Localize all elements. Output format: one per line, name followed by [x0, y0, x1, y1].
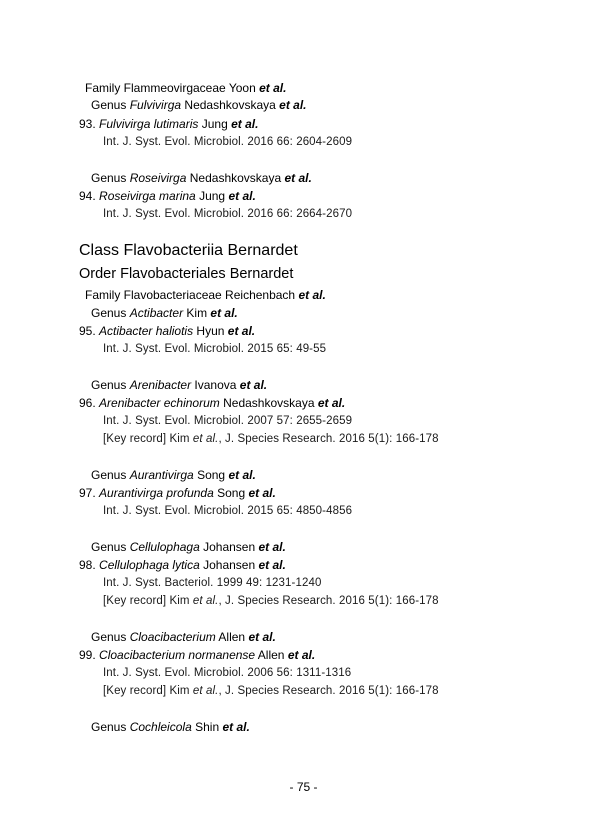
species-entry — [79, 190, 256, 202]
species-et-al: et al. — [231, 117, 259, 131]
genus-author: Shin — [195, 720, 220, 734]
species-name: Arenibacter echinorum — [99, 396, 220, 410]
species-entry — [79, 559, 286, 571]
species-name: Roseivirga marina — [99, 189, 196, 203]
reference: Int. J. Syst. Evol. Microbiol. 2015 65: 49-55 — [103, 343, 327, 355]
genus-prefix: Genus — [91, 306, 127, 320]
genus-name: Cloacibacterium — [129, 630, 216, 644]
family-name: Family Flammeovirgaceae Yoon — [85, 81, 256, 95]
species-author: Song — [217, 486, 246, 500]
family-et-al: et al. — [259, 81, 287, 95]
species-author: Nedashkovskaya — [223, 396, 315, 410]
genus-heading — [91, 721, 250, 733]
species-name: Cloacibacterium normanense — [99, 648, 256, 662]
key-record-reference — [103, 686, 439, 698]
genus-heading — [91, 307, 238, 319]
key-record-et-al: et al. — [192, 595, 219, 607]
key-record-source: , J. Species Research. 2016 5(1): 166-178 — [218, 433, 439, 445]
key-record-reference — [103, 596, 439, 608]
species-number: 94. — [79, 189, 96, 203]
key-record-prefix: [Key record] Kim — [103, 595, 193, 607]
family-heading — [85, 289, 326, 301]
genus-name: Cellulophaga — [129, 540, 200, 554]
genus-heading — [91, 379, 267, 391]
genus-heading — [91, 469, 256, 481]
key-record-source: , J. Species Research. 2016 5(1): 166-178 — [218, 685, 439, 697]
genus-name: Arenibacter — [129, 378, 192, 392]
species-et-al: et al. — [287, 648, 316, 662]
key-record-et-al: et al. — [192, 685, 219, 697]
species-et-al: et al. — [317, 396, 346, 410]
genus-et-al: et al. — [279, 98, 307, 112]
reference: Int. J. Syst. Evol. Microbiol. 2006 56: 1311-1316 — [103, 667, 352, 679]
species-et-al: et al. — [228, 189, 256, 203]
genus-name: Cochleicola — [129, 720, 192, 734]
genus-prefix: Genus — [91, 468, 127, 482]
page-number: - 75 - — [289, 780, 318, 794]
species-name: Aurantivirga profunda — [99, 486, 214, 500]
key-record-source: , J. Species Research. 2016 5(1): 166-178 — [218, 595, 439, 607]
species-entry — [79, 325, 255, 337]
species-entry — [79, 487, 276, 499]
species-entry — [79, 397, 345, 409]
genus-et-al: et al. — [210, 306, 238, 320]
genus-author: Johansen — [203, 540, 256, 554]
family-et-al: et al. — [298, 288, 326, 302]
genus-heading — [91, 541, 286, 553]
reference: Int. J. Syst. Evol. Microbiol. 2007 57: 2655-2659 — [103, 415, 353, 427]
species-number: 97. — [79, 486, 96, 500]
genus-author: Kim — [186, 306, 208, 320]
species-entry — [79, 649, 315, 661]
species-entry — [79, 118, 258, 130]
species-name: Fulvivirga lutimaris — [99, 117, 199, 131]
species-name: Cellulophaga lytica — [99, 558, 200, 572]
reference: Int. J. Syst. Evol. Microbiol. 2015 65: 4850-4856 — [103, 505, 353, 517]
reference: Int. J. Syst. Evol. Microbiol. 2016 66: 2664-2670 — [103, 208, 353, 220]
genus-prefix: Genus — [91, 540, 127, 554]
species-number: 99. — [79, 648, 96, 662]
genus-et-al: et al. — [258, 540, 286, 554]
genus-prefix: Genus — [91, 630, 127, 644]
family-name: Family Flavobacteriaceae Reichenbach — [85, 288, 296, 302]
genus-heading — [91, 99, 307, 111]
key-record-et-al: et al. — [192, 433, 219, 445]
genus-prefix: Genus — [91, 720, 127, 734]
reference: Int. J. Syst. Bacteriol. 1999 49: 1231-1240 — [103, 577, 322, 589]
key-record-prefix: [Key record] Kim — [103, 685, 193, 697]
genus-name: Aurantivirga — [129, 468, 194, 482]
genus-prefix: Genus — [91, 98, 127, 112]
genus-heading — [91, 631, 276, 643]
genus-et-al: et al. — [228, 468, 256, 482]
key-record-prefix: [Key record] Kim — [103, 433, 193, 445]
species-number: 95. — [79, 324, 96, 338]
genus-name: Actibacter — [129, 306, 184, 320]
genus-name: Roseivirga — [129, 171, 187, 185]
genus-author: Song — [197, 468, 226, 482]
species-number: 96. — [79, 396, 96, 410]
genus-et-al: et al. — [248, 630, 276, 644]
genus-author: Allen — [218, 630, 246, 644]
genus-author: Ivanova — [194, 378, 237, 392]
species-author: Allen — [257, 648, 285, 662]
species-et-al: et al. — [248, 486, 276, 500]
genus-prefix: Genus — [91, 378, 127, 392]
genus-heading — [91, 172, 312, 184]
genus-prefix: Genus — [91, 171, 127, 185]
species-et-al: et al. — [258, 558, 286, 572]
species-et-al: et al. — [227, 324, 256, 338]
species-number: 93. — [79, 117, 96, 131]
genus-et-al: et al. — [222, 720, 250, 734]
reference: Int. J. Syst. Evol. Microbiol. 2016 66: 2604-2609 — [103, 136, 353, 148]
genus-et-al: et al. — [239, 378, 268, 392]
species-author: Jung — [199, 189, 226, 203]
species-author: Hyun — [196, 324, 225, 338]
species-number: 98. — [79, 558, 96, 572]
genus-author: Nedashkovskaya — [189, 171, 282, 185]
genus-author: Nedashkovskaya — [184, 98, 276, 112]
genus-et-al: et al. — [284, 171, 312, 185]
order-heading: Order Flavobacteriales Bernardet — [79, 266, 294, 282]
class-heading: Class Flavobacteriia Bernardet — [79, 242, 298, 259]
species-author: Johansen — [203, 558, 256, 572]
species-author: Jung — [201, 117, 228, 131]
species-name: Actibacter haliotis — [99, 324, 194, 338]
family-heading — [85, 82, 286, 94]
key-record-reference — [103, 434, 439, 446]
genus-name: Fulvivirga — [129, 98, 182, 112]
